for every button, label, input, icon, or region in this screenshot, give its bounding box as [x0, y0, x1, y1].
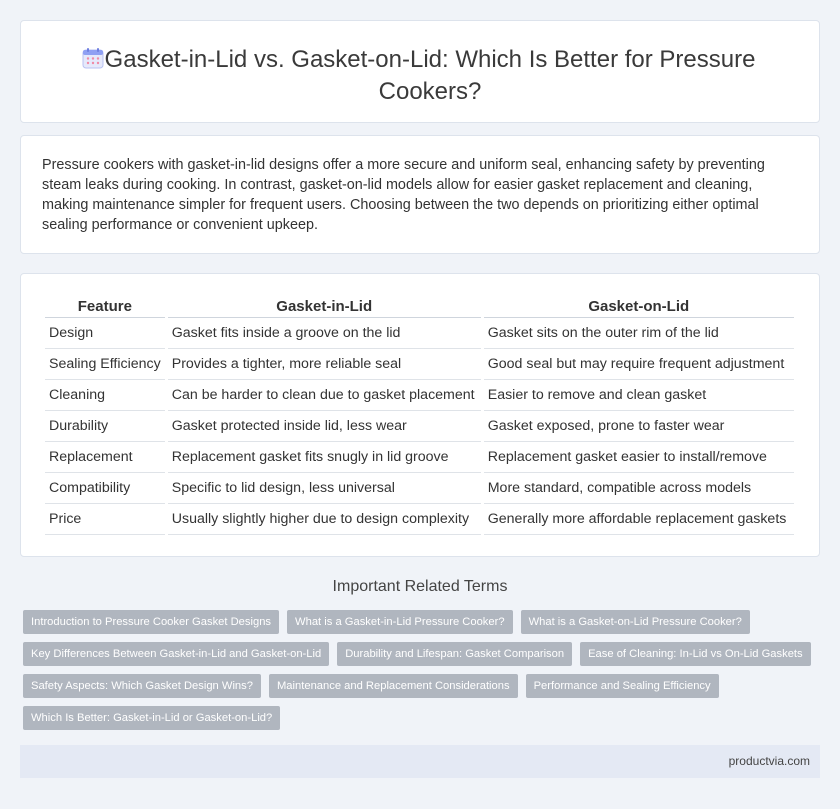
table-row [45, 411, 794, 442]
table-cell: Usually slightly higher due to design complexity [168, 504, 481, 535]
table-cell: Design [45, 318, 165, 349]
table-cell: Replacement [45, 442, 165, 473]
table-header-row [45, 296, 794, 318]
table-cell: Sealing Efficiency [45, 349, 165, 380]
table-cell: Good seal but may require frequent adjustment [484, 349, 794, 380]
table-row [45, 318, 794, 349]
related-term-tag[interactable]: Key Differences Between Gasket-in-Lid and Gasket-on-Lid [23, 642, 329, 666]
table-row [45, 349, 794, 380]
column-header-gasket-on-lid: Gasket-on-Lid [484, 296, 794, 318]
comparison-table [42, 296, 797, 535]
intro-paragraph: Pressure cookers with gasket-in-lid designs offer a more secure and uniform seal, enhancing safety by preventing steam leaks during cooking. In contrast, gasket-on-lid models allow for easier gasket replacement and cleaning, making maintenance simpler for frequent users. Choosing between the two depends on prioritizing either optimal sealing performance or convenient upkeep. [42, 157, 765, 233]
related-term-tag[interactable]: Which Is Better: Gasket-in-Lid or Gasket-on-Lid? [23, 706, 280, 730]
table-row [45, 473, 794, 504]
table-row [45, 504, 794, 535]
comparison-card [20, 273, 820, 557]
related-term-tag[interactable]: Durability and Lifespan: Gasket Comparison [337, 642, 572, 666]
table-cell: Gasket fits inside a groove on the lid [168, 318, 481, 349]
related-term-tag[interactable]: Safety Aspects: Which Gasket Design Wins? [23, 674, 261, 698]
footer-site-link[interactable]: productvia.com [728, 754, 810, 768]
table-cell: Durability [45, 411, 165, 442]
page-title: Gasket-in-Lid vs. Gasket-on-Lid: Which Is Better for Pressure Cookers? [104, 46, 756, 105]
table-cell: Compatibility [45, 473, 165, 504]
related-terms-list [23, 610, 813, 730]
title-card [20, 20, 820, 123]
table-cell: Replacement gasket fits snugly in lid groove [168, 442, 481, 473]
related-term-tag[interactable]: Performance and Sealing Efficiency [526, 674, 719, 698]
table-cell: More standard, compatible across models [484, 473, 794, 504]
related-term-tag[interactable]: Ease of Cleaning: In-Lid vs On-Lid Gaskets [580, 642, 811, 666]
table-row [45, 380, 794, 411]
related-term-tag[interactable]: What is a Gasket-in-Lid Pressure Cooker? [287, 610, 513, 634]
table-cell: Provides a tighter, more reliable seal [168, 349, 481, 380]
column-header-feature: Feature [45, 296, 165, 318]
related-term-tag[interactable]: What is a Gasket-on-Lid Pressure Cooker? [521, 610, 750, 634]
table-cell: Gasket protected inside lid, less wear [168, 411, 481, 442]
related-terms-heading: Important Related Terms [332, 578, 508, 595]
table-cell: Generally more affordable replacement gaskets [484, 504, 794, 535]
table-cell: Price [45, 504, 165, 535]
intro-card [20, 135, 820, 254]
table-cell: Can be harder to clean due to gasket placement [168, 380, 481, 411]
table-cell: Specific to lid design, less universal [168, 473, 481, 504]
table-cell: Easier to remove and clean gasket [484, 380, 794, 411]
table-cell: Replacement gasket easier to install/remove [484, 442, 794, 473]
table-cell: Gasket sits on the outer rim of the lid [484, 318, 794, 349]
column-header-gasket-in-lid: Gasket-in-Lid [168, 296, 481, 318]
footer [20, 745, 820, 778]
table-row [45, 442, 794, 473]
table-cell: Cleaning [45, 380, 165, 411]
table-cell: Gasket exposed, prone to faster wear [484, 411, 794, 442]
related-term-tag[interactable]: Introduction to Pressure Cooker Gasket Designs [23, 610, 279, 634]
related-term-tag[interactable]: Maintenance and Replacement Considerations [269, 674, 518, 698]
